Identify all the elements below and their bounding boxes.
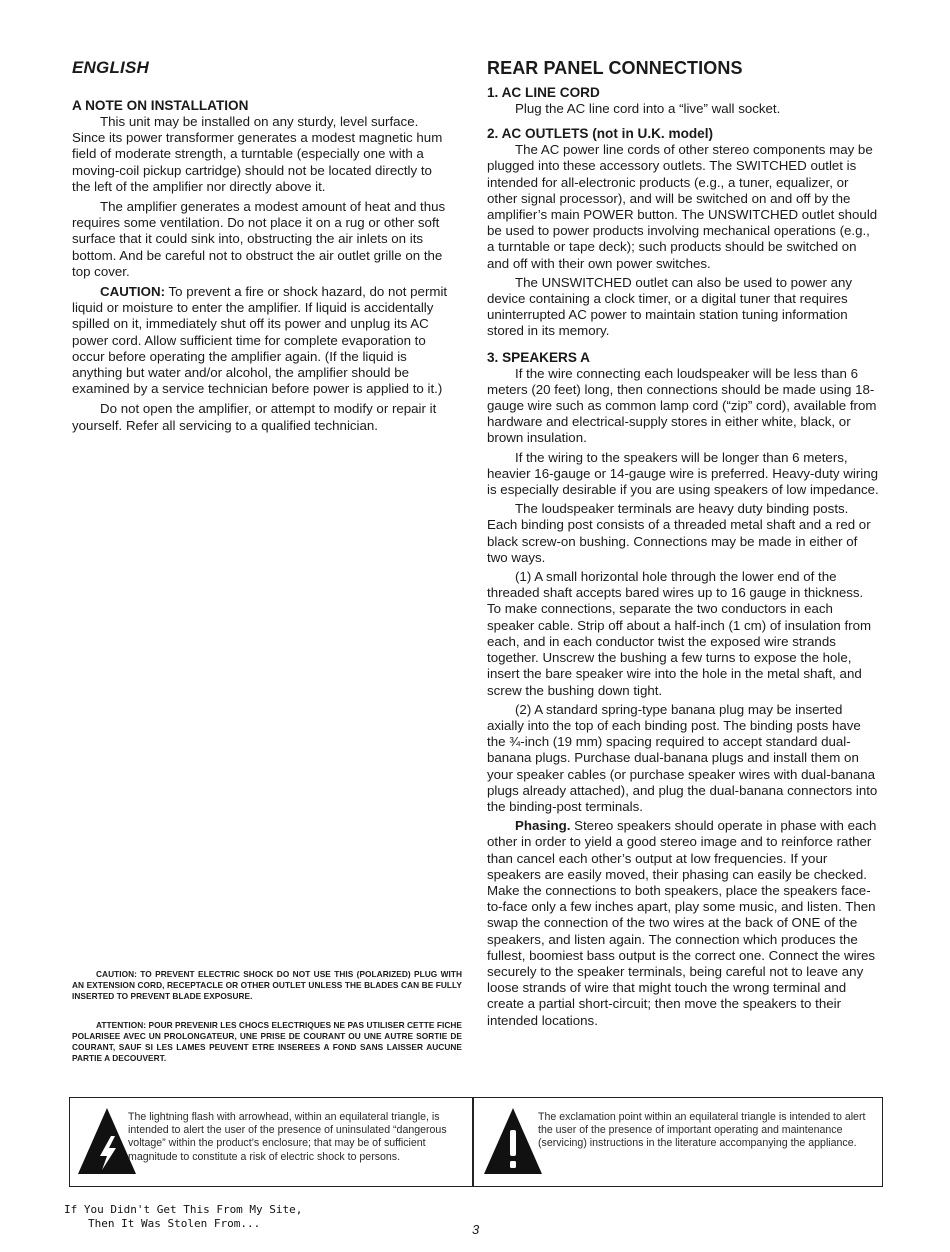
exclamation-triangle-icon [482, 1106, 544, 1176]
phasing-text: Stereo speakers should operate in phase with each other in order to yield a good stereo image and to reinforce rather than cancel each other’s output at low frequencies. If your speakers are easily moved, their phasing can easily be checked. Make the connections to both speakers, place the speakers face-to-face only a few inches apart, play some music, and listen. Then swap the connection of the two wires at the back of ONE of the speakers, and listen again. The connection which produces the fullest, boomiest bass output is the correct one. Connect the wires securely to the speaker terminals, being careful not to leave any loose strands of wire that might touch the wrong terminal and create a partial short-circuit; then move the speakers to their intended locations. [487, 818, 877, 1028]
installation-heading: A NOTE ON INSTALLATION [72, 98, 249, 113]
ac-outlets-heading: 2. AC OUTLETS (not in U.K. model) [487, 126, 714, 142]
lightning-warning-text: The lightning flash with arrowhead, within an equilateral triangle, is intended to alert the user of the presence of uninsulated “dangerous voltage” within the product’s enclosure; that may be of sufficient magnitude to constitute a risk of electric shock to persons. [128, 1111, 447, 1163]
installation-paragraph-1: This unit may be installed on any sturdy, level surface. Since its power transformer generates a modest magnetic hum field of moderate strength, a turntable (especially one with a moving-coil pickup cartridge) should not be located directly to the left of the amplifier nor directly above it. [72, 114, 443, 194]
speakers-paragraph-5: (2) A standard spring-type banana plug may be inserted axially into the top of each binding post. The binding posts have the ¾-inch (19 mm) spacing required to accept standard dual-banana plugs. Purchase dual-banana plugs and install them on your speaker cables (or purchase speaker wires with dual-banana plugs already attached), and plug the dual-banana connectors into the binding-post terminals. [487, 701, 878, 814]
warn-en-text: TO PREVENT ELECTRIC SHOCK DO NOT USE THIS (POLARIZED) PLUG WITH AN EXTENSION CORD, RECEPTACLE OR OTHER OUTLET UNLESS THE BLADES CAN BE FULLY INSERTED TO PREVENT BLADE EXPOSURE. [72, 969, 462, 1001]
footer-line-2: Then It Was Stolen From... [88, 1217, 261, 1230]
ac-outlets-paragraph-2: The UNSWITCHED outlet can also be used to power any device containing a clock timer, or a digital tuner that requires uninterrupted AC power to maintain station tuning information stored in its memory. [487, 274, 853, 339]
speakers-paragraph-1: If the wire connecting each loudspeaker will be less than 6 meters (20 feet) long, then connections should be made using 18-gauge wire such as common lamp cord (“zip” cord), available from hardware and electrical-supply stores in either white, black, or brown insulation. [487, 365, 877, 446]
speakers-heading: 3. SPEAKERS A [487, 349, 590, 365]
lightning-warning-box [69, 1097, 473, 1187]
language-label: ENGLISH [72, 58, 149, 77]
speakers-paragraph-4: (1) A small horizontal hole through the lower end of the threaded shaft accepts bared wires up to 16 gauge in thickness. To make connections, separate the two conductors in each speaker cable. Strip off about a half-inch (1 cm) of insulation from each, and in each conductor twist the exposed wire strands together. Unscrew the bushing a few turns to expose the hole, insert the bare speaker wire into the hole in the metal shaft, and screw the bushing down tight. [487, 569, 872, 698]
phasing-label: Phasing. [515, 818, 571, 834]
warn-fr-text: POUR PREVENIR LES CHOCS ELECTRIQUES NE PAS UTILISER CETTE FICHE POLARISEE AVEC UN PROLONGATEUR, UNE PRISE DE COURANT OU UNE AUTRE SORTIE DE COURANT, SAUF SI LES LAMES PEUVENT ETRE INSEREES A FOND SANS LAISSER AUCUNE PARTIE A DECOUVERT. [72, 1020, 462, 1063]
exclamation-warning-text: The exclamation point within an equilateral triangle is intended to alert the user of the presence of important operating and maintenance (servicing) instructions in the literature accompanying the appliance. [538, 1111, 866, 1150]
speakers-paragraph-3: The loudspeaker terminals are heavy duty binding posts. Each binding post consists of a threaded metal shaft and a red or black screw-on bushing. Connections may be made in either of two ways. [487, 501, 871, 565]
installation-section [72, 98, 452, 437]
installation-caution-paragraph [72, 284, 452, 397]
rear-panel-title: REAR PANEL CONNECTIONS [487, 58, 743, 78]
footer-note [64, 1203, 302, 1231]
exclamation-warning-box [473, 1097, 883, 1187]
ac-line-cord-heading: 1. AC LINE CORD [487, 85, 600, 100]
phasing-paragraph [487, 818, 879, 1029]
caution-text: To prevent a fire or shock hazard, do not permit liquid or moisture to enter the amplifier. If liquid is accidentally spilled on it, immediately shut off its power and unplug its AC power cord. Allow sufficient time for complete evaporation to occur before operating the amplifier again. (If the liquid is anything but water and/or alcohol, the amplifier should be examined by a service technician before power is applied to it.) [72, 284, 448, 397]
installation-paragraph-4: Do not open the amplifier, or attempt to modify or repair it yourself. Refer all servicing to a qualified technician. [72, 401, 437, 433]
polarized-plug-caution-en [72, 969, 462, 1002]
page-number: 3 [472, 1222, 480, 1237]
footer-line-1: If You Didn't Get This From My Site, [64, 1203, 303, 1216]
ac-line-cord-paragraph: Plug the AC line cord into a “live” wall socket. [515, 101, 781, 116]
polarized-plug-caution-fr [72, 1020, 462, 1064]
ac-outlets-paragraph-1: The AC power line cords of other stereo components may be plugged into these accessory outlets. The SWITCHED outlet is intended for all-electronic products (e.g., a tuner, equalizer, or other signal processor), and will be switched on and off by the amplifier’s main POWER button. The UNSWITCHED outlet should be used to power products involving mechanical operations (e.g., a turntable or tape deck); such products should be switched on and off with their own power switches. [487, 142, 878, 271]
warn-en-label: CAUTION: [96, 969, 137, 979]
warn-fr-label: ATTENTION: [96, 1020, 147, 1030]
rear-panel-section [487, 85, 879, 1032]
speakers-paragraph-2: If the wiring to the speakers will be longer than 6 meters, heavier 16-gauge or 14-gauge wire is preferred. Heavy-duty wiring is especially desirable if you are using speakers of low impedance. [487, 449, 879, 498]
installation-paragraph-2: The amplifier generates a modest amount of heat and thus requires some ventilation. Do not place it on a rug or other soft surface that it could sink into, obstructing the air inlets on its bottom. And be careful not to obstruct the air outlet grille on the top cover. [72, 199, 446, 279]
caution-label: CAUTION: [100, 284, 165, 300]
